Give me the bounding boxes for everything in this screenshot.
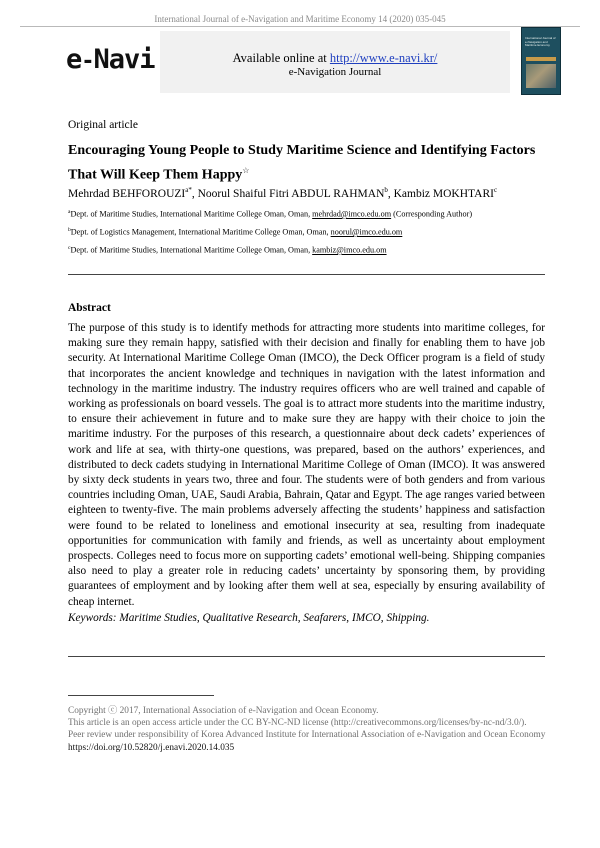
journal-name: e-Navigation Journal: [288, 66, 382, 78]
title-footnote-mark: ☆: [242, 166, 250, 175]
footnotes: [68, 705, 548, 754]
availability-line: Available online at http://www.e-navi.kr/: [232, 51, 438, 65]
author-name: Noorul Shaiful Fitri ABDUL RAHMAN: [197, 187, 385, 200]
author-list: Mehrdad $BEHFOROUZI^{a*}$, Noorul Shaiful Fitri ABDUL RAHMAN$^b$, Kambiz MOKHTARI$^c$: [68, 186, 498, 200]
affiliation-a: $^a$Dept. of Maritime Studies, International Maritime College Oman, Oman, mehrdad@imco.edu.om (Corresponding Author): [68, 209, 473, 219]
section-divider: [68, 274, 545, 275]
email-link[interactable]: kambiz@imco.edu.om: [312, 245, 387, 255]
section-divider: [68, 656, 545, 657]
cover-band: [526, 57, 556, 61]
keywords: Keywords: Maritime Studies, Qualitative Research, Seafarers, IMCO, Shipping.: [68, 612, 430, 624]
journal-cover-image: [521, 27, 561, 95]
email-link[interactable]: noorul@imco.edu.om: [330, 227, 403, 237]
affiliation-c: $^c$Dept. of Maritime Studies, International Maritime College Oman, Oman, kambiz@imco.edu.om: [68, 245, 387, 255]
article-title: Encouraging Young People to Study Maritime Science and Identifying Factors That Will Keep Them Happy☆: [68, 143, 536, 183]
doi-link[interactable]: https://doi.org/10.52820/j.enavi.2020.14.035: [68, 742, 235, 753]
article-type: Original article: [68, 119, 138, 131]
author-name: Kambiz MOKHTARI: [393, 187, 494, 200]
footnote-rule: [68, 695, 214, 696]
availability-banner: [160, 31, 510, 93]
license-notice: This article is an open access article under the CC BY-NC-ND license (http://creativecommons.org/licenses/by-nc-nd/3.0/).: [68, 718, 527, 729]
email-link[interactable]: mehrdad@imco.edu.om: [312, 209, 392, 219]
cover-title: International Journal of e-Navigation and Maritime Economy: [525, 36, 556, 48]
abstract-heading: Abstract: [68, 302, 111, 314]
abstract-text: The purpose of this study is to identify methods for attracting more students into maritime colleges, for making sure they remain happy, satisfied with their decision and finally for enabling them to have job security. At International Maritime College Oman (IMCO), the Deck Officer program is a field of study that incorporates the ancient knowledge and techniques in navigation with the latest information and technology in the maritime industry. The industry requires officers who are well trained and capable of working as professionals on board vessels. The goal is to attract more students into the maritime industry, to ensure their achievement in future and to make sure they are happy with their choice to join the maritime industry. For the purposes of this research, a questionnaire about deck cadets’ experiences of work and life at sea, with thirty-one questions, was prepared, based on the authors’ experiences, and distributed to deck cadets studying in International Maritime College of Oman (IMCO). It was answered by sixty deck students in years two, three and four. The students were of both genders and from various countries including Oman, UAE, Saudi Arabia, Bahrain, Qatar and Egypt. The age ranges varied between eighteen to twenty-five. The main problems adversely affecting the students’ happiness and satisfaction were found to be related to loneliness and emotional insecurity at sea, resulting from inadequate opportunities for communication with family and friends, as well as uncertainty about employment prospects. Colleges need to focus more on supporting cadets’ emotional well-being. Shipping companies also need to play a greater role in reducing cadets’ uncertainty by sponsoring them, by providing guarantees of employment and by looking after them well at sea, especially by ensuring availability of cheap internet.: [68, 322, 545, 608]
peer-review-notice: Peer review under responsibility of Korea Advanced Institute for International Association of e-Navigation and Ocean Economy: [68, 730, 546, 741]
cover-photo: [526, 64, 556, 88]
header-rule: [20, 26, 580, 27]
copyright-notice: Copyright ⓒ 2017, International Association of e-Navigation and Ocean Economy.: [68, 706, 379, 716]
author-name: Mehrdad BEHFOROUZI: [68, 187, 186, 200]
journal-url-link[interactable]: http://www.e-navi.kr/: [329, 51, 438, 65]
affiliation-b: $^b$Dept. of Logistics Management, International Maritime College Oman, Oman, noorul@imco.edu.om: [68, 227, 403, 237]
journal-logo: e-Navi: [66, 44, 155, 75]
running-head: International Journal of e-Navigation and Maritime Economy 14 (2020) 035-045: [154, 14, 446, 24]
